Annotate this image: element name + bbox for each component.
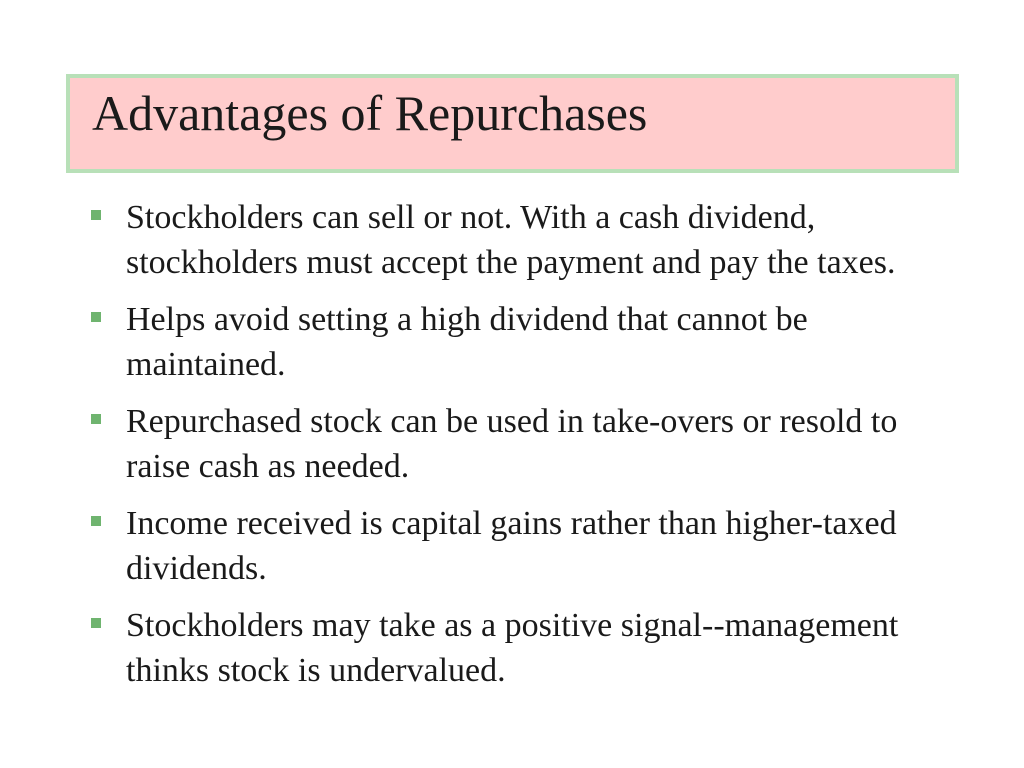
square-bullet-icon bbox=[91, 414, 101, 424]
square-bullet-icon bbox=[91, 618, 101, 628]
square-bullet-icon bbox=[91, 210, 101, 220]
slide-title: Advantages of Repurchases bbox=[92, 85, 648, 141]
bullet-text: Income received is capital gains rather than higher-taxed dividends. bbox=[126, 505, 897, 587]
bullet-text: Helps avoid setting a high dividend that cannot be maintained. bbox=[126, 301, 808, 383]
bullet-text: Stockholders may take as a positive signal--management thinks stock is undervalued. bbox=[126, 607, 899, 689]
bullet-item bbox=[90, 603, 940, 693]
bullet-item bbox=[90, 195, 940, 285]
square-bullet-icon bbox=[91, 312, 101, 322]
square-bullet-icon bbox=[91, 516, 101, 526]
bullet-text: Repurchased stock can be used in take-overs or resold to raise cash as needed. bbox=[126, 403, 898, 485]
bullet-list bbox=[90, 195, 940, 705]
title-box bbox=[66, 74, 959, 173]
bullet-text: Stockholders can sell or not. With a cash dividend, stockholders must accept the payment and pay the taxes. bbox=[126, 199, 896, 281]
bullet-item bbox=[90, 297, 940, 387]
bullet-item bbox=[90, 501, 940, 591]
bullet-item bbox=[90, 399, 940, 489]
